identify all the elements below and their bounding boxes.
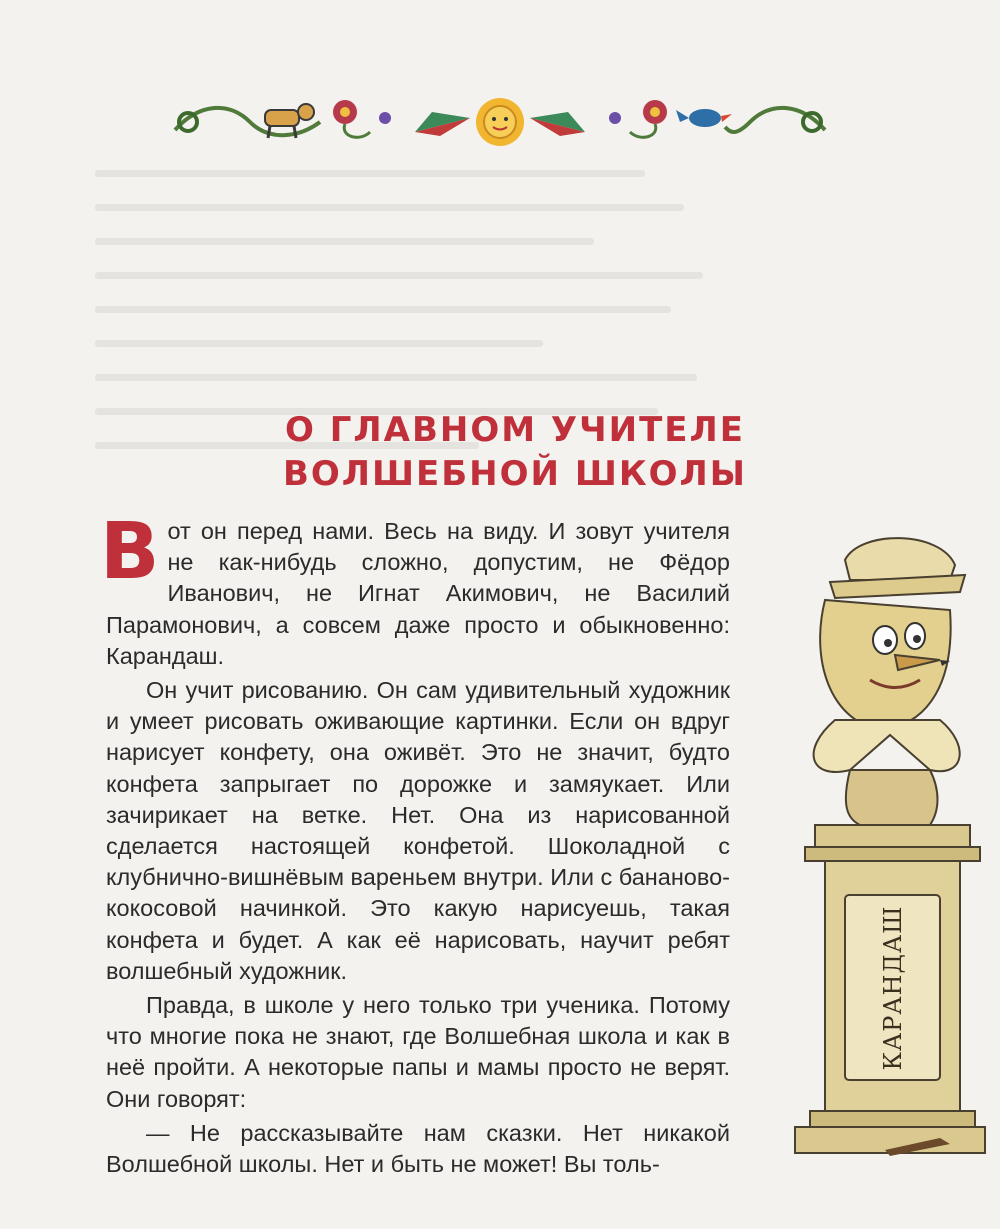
drop-cap: В — [100, 507, 160, 597]
chapter-title-line-1: О ГЛАВНОМ УЧИТЕЛЕ — [285, 410, 745, 450]
bird-icon — [676, 109, 732, 127]
paragraph-1 — [100, 507, 730, 672]
sun-icon — [476, 98, 524, 146]
flower-left-icon — [333, 100, 391, 137]
body-text — [100, 507, 730, 1183]
paragraph-1-text: от он перед нами. Весь на виду. И зовут учителя не как-нибудь сложно, допустим, не Фёдор Иванович, не Игнат Акимович, не Василий Парамонович, а совсем даже просто и обыкновенно: Карандаш. — [106, 518, 730, 669]
paper-plane-right-icon — [530, 112, 585, 136]
paragraph-3: Правда, в школе у него только три ученика. Потому что многие пока не знают, где Волшебная школа и как в неё пройти. А некоторые папы и мамы просто не верят. Они говорят: — [106, 992, 730, 1112]
pedestal-label: КАРАНДАШ — [879, 905, 907, 1071]
chapter-title — [280, 408, 750, 496]
pencil-character-icon — [814, 538, 965, 825]
paragraph-2: Он учит рисованию. Он сам удивительный художник и умеет рисовать оживающие картинки. Если он вдруг нарисует конфету, она оживёт. Это не значит, будто конфета запрыгает по дорожке и замяукает. Или зачирикает на ветке. Нет. Она из нарисованной сделается настоящей конфетой. Шоколадной с клубнично-вишнёвым вареньем внутри. Или с бананово-кокосовой начинкой. Это какую нарисуешь, такая конфета и будет. А как её нарисовать, научит ребят волшебный художник. — [106, 677, 730, 984]
paragraph-4: — Не рассказывайте нам сказки. Нет никакой Волшебной школы. Нет и быть не может! Вы толь- — [106, 1119, 730, 1178]
chapter-title-line-2: ВОЛШЕБНОЙ ШКОЛЫ — [282, 454, 747, 494]
paper-plane-left-icon — [415, 112, 470, 136]
vine-right-icon — [725, 108, 825, 132]
flower-right-icon — [609, 100, 667, 137]
ornament-header — [170, 92, 830, 152]
pencil-bust-illustration — [790, 520, 990, 1180]
